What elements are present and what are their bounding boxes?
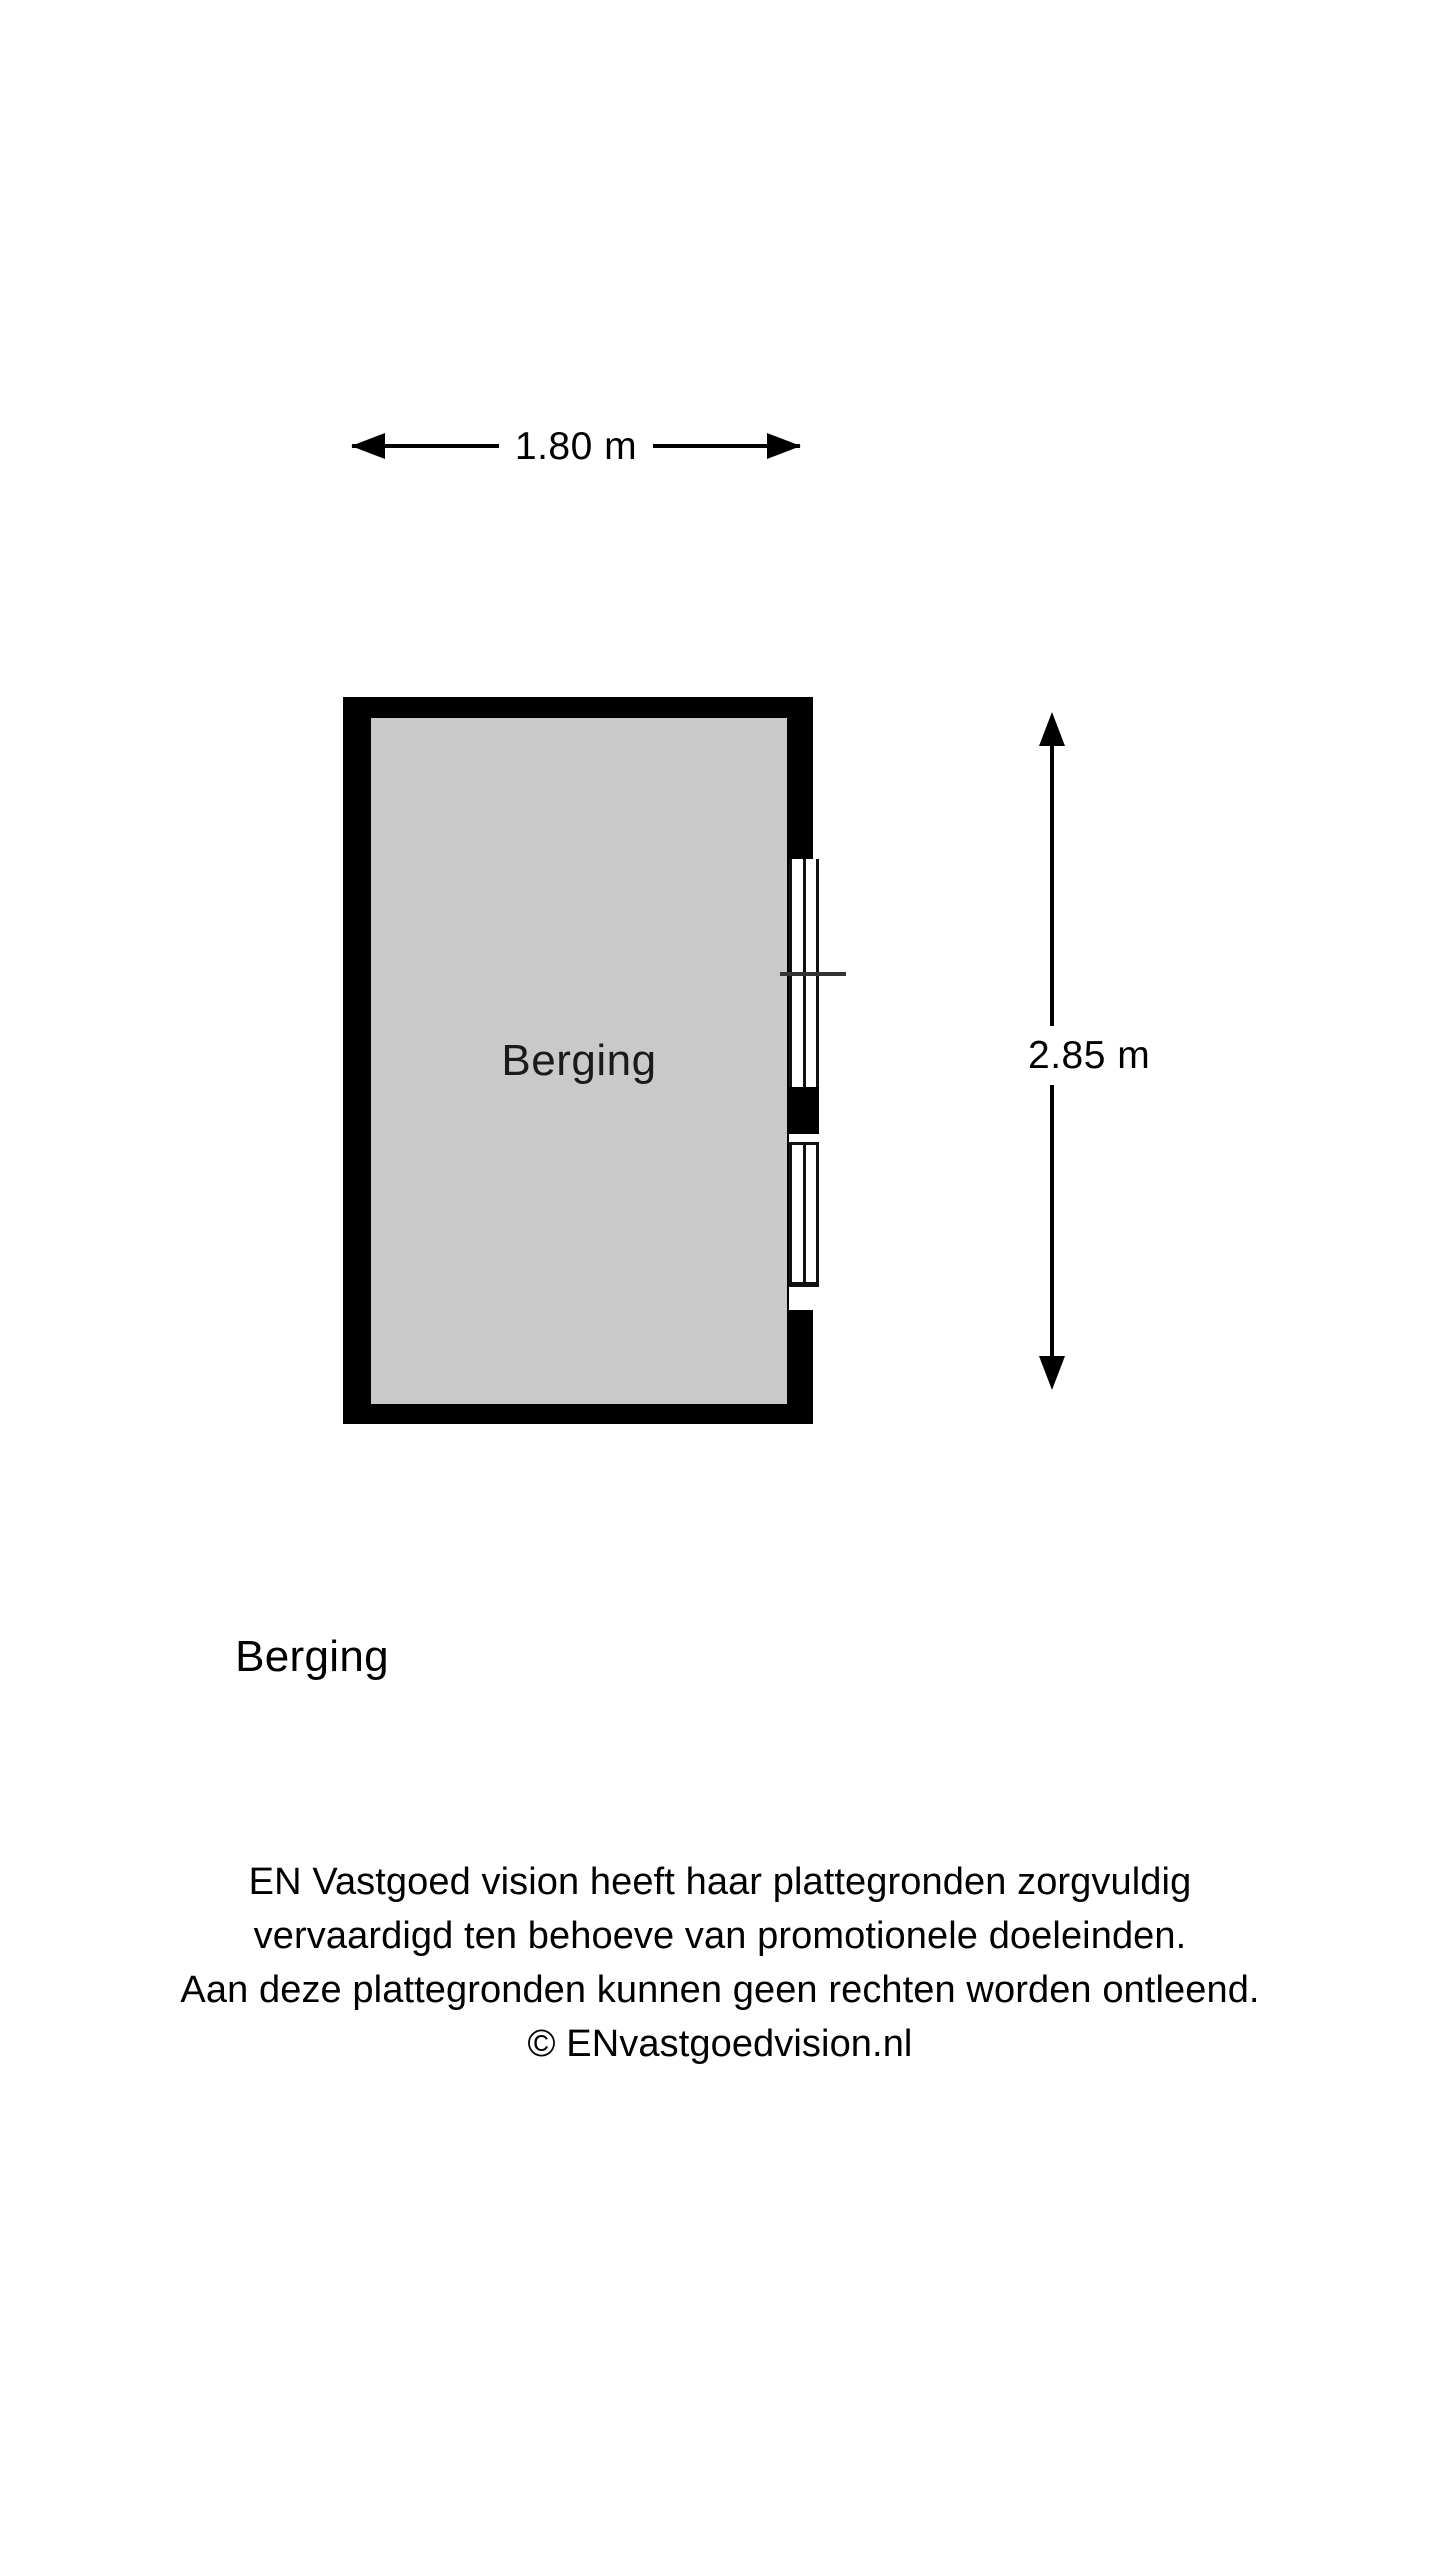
horizontal-dimension-label: 1.80 m — [514, 424, 638, 468]
disclaimer-line-1: EN Vastgoed vision heeft haar plattegronden zorgvuldig — [248, 1861, 1192, 1903]
dimension-arrow-right-icon — [653, 444, 800, 448]
opening-cap-bottom — [789, 1282, 819, 1287]
horizontal-dimension — [352, 423, 800, 469]
copyright-line: © ENvastgoedvision.nl — [527, 2023, 913, 2065]
door-sill — [789, 1134, 819, 1145]
plan-title: Berging — [235, 1632, 389, 1681]
dimension-arrow-left-icon — [352, 444, 499, 448]
room-walls — [343, 697, 813, 1424]
dimension-arrow-down-icon — [1039, 1356, 1065, 1390]
disclaimer-line-3: Aan deze plattegronden kunnen geen rechten worden ontleend. — [180, 1969, 1260, 2011]
room-label: Berging — [501, 1036, 657, 1085]
door-post — [789, 1087, 819, 1134]
door-window-opening — [789, 859, 819, 1310]
vertical-dimension-label: 2.85 m — [980, 1026, 1210, 1085]
disclaimer-block — [0, 1855, 1440, 2071]
floor-plan-drawing — [337, 686, 817, 1440]
door-swing-tick-icon — [780, 972, 846, 976]
window-pane-lower — [789, 1145, 819, 1287]
disclaimer-line-2: vervaardigd ten behoeve van promotionele doeleinden. — [253, 1915, 1187, 1957]
